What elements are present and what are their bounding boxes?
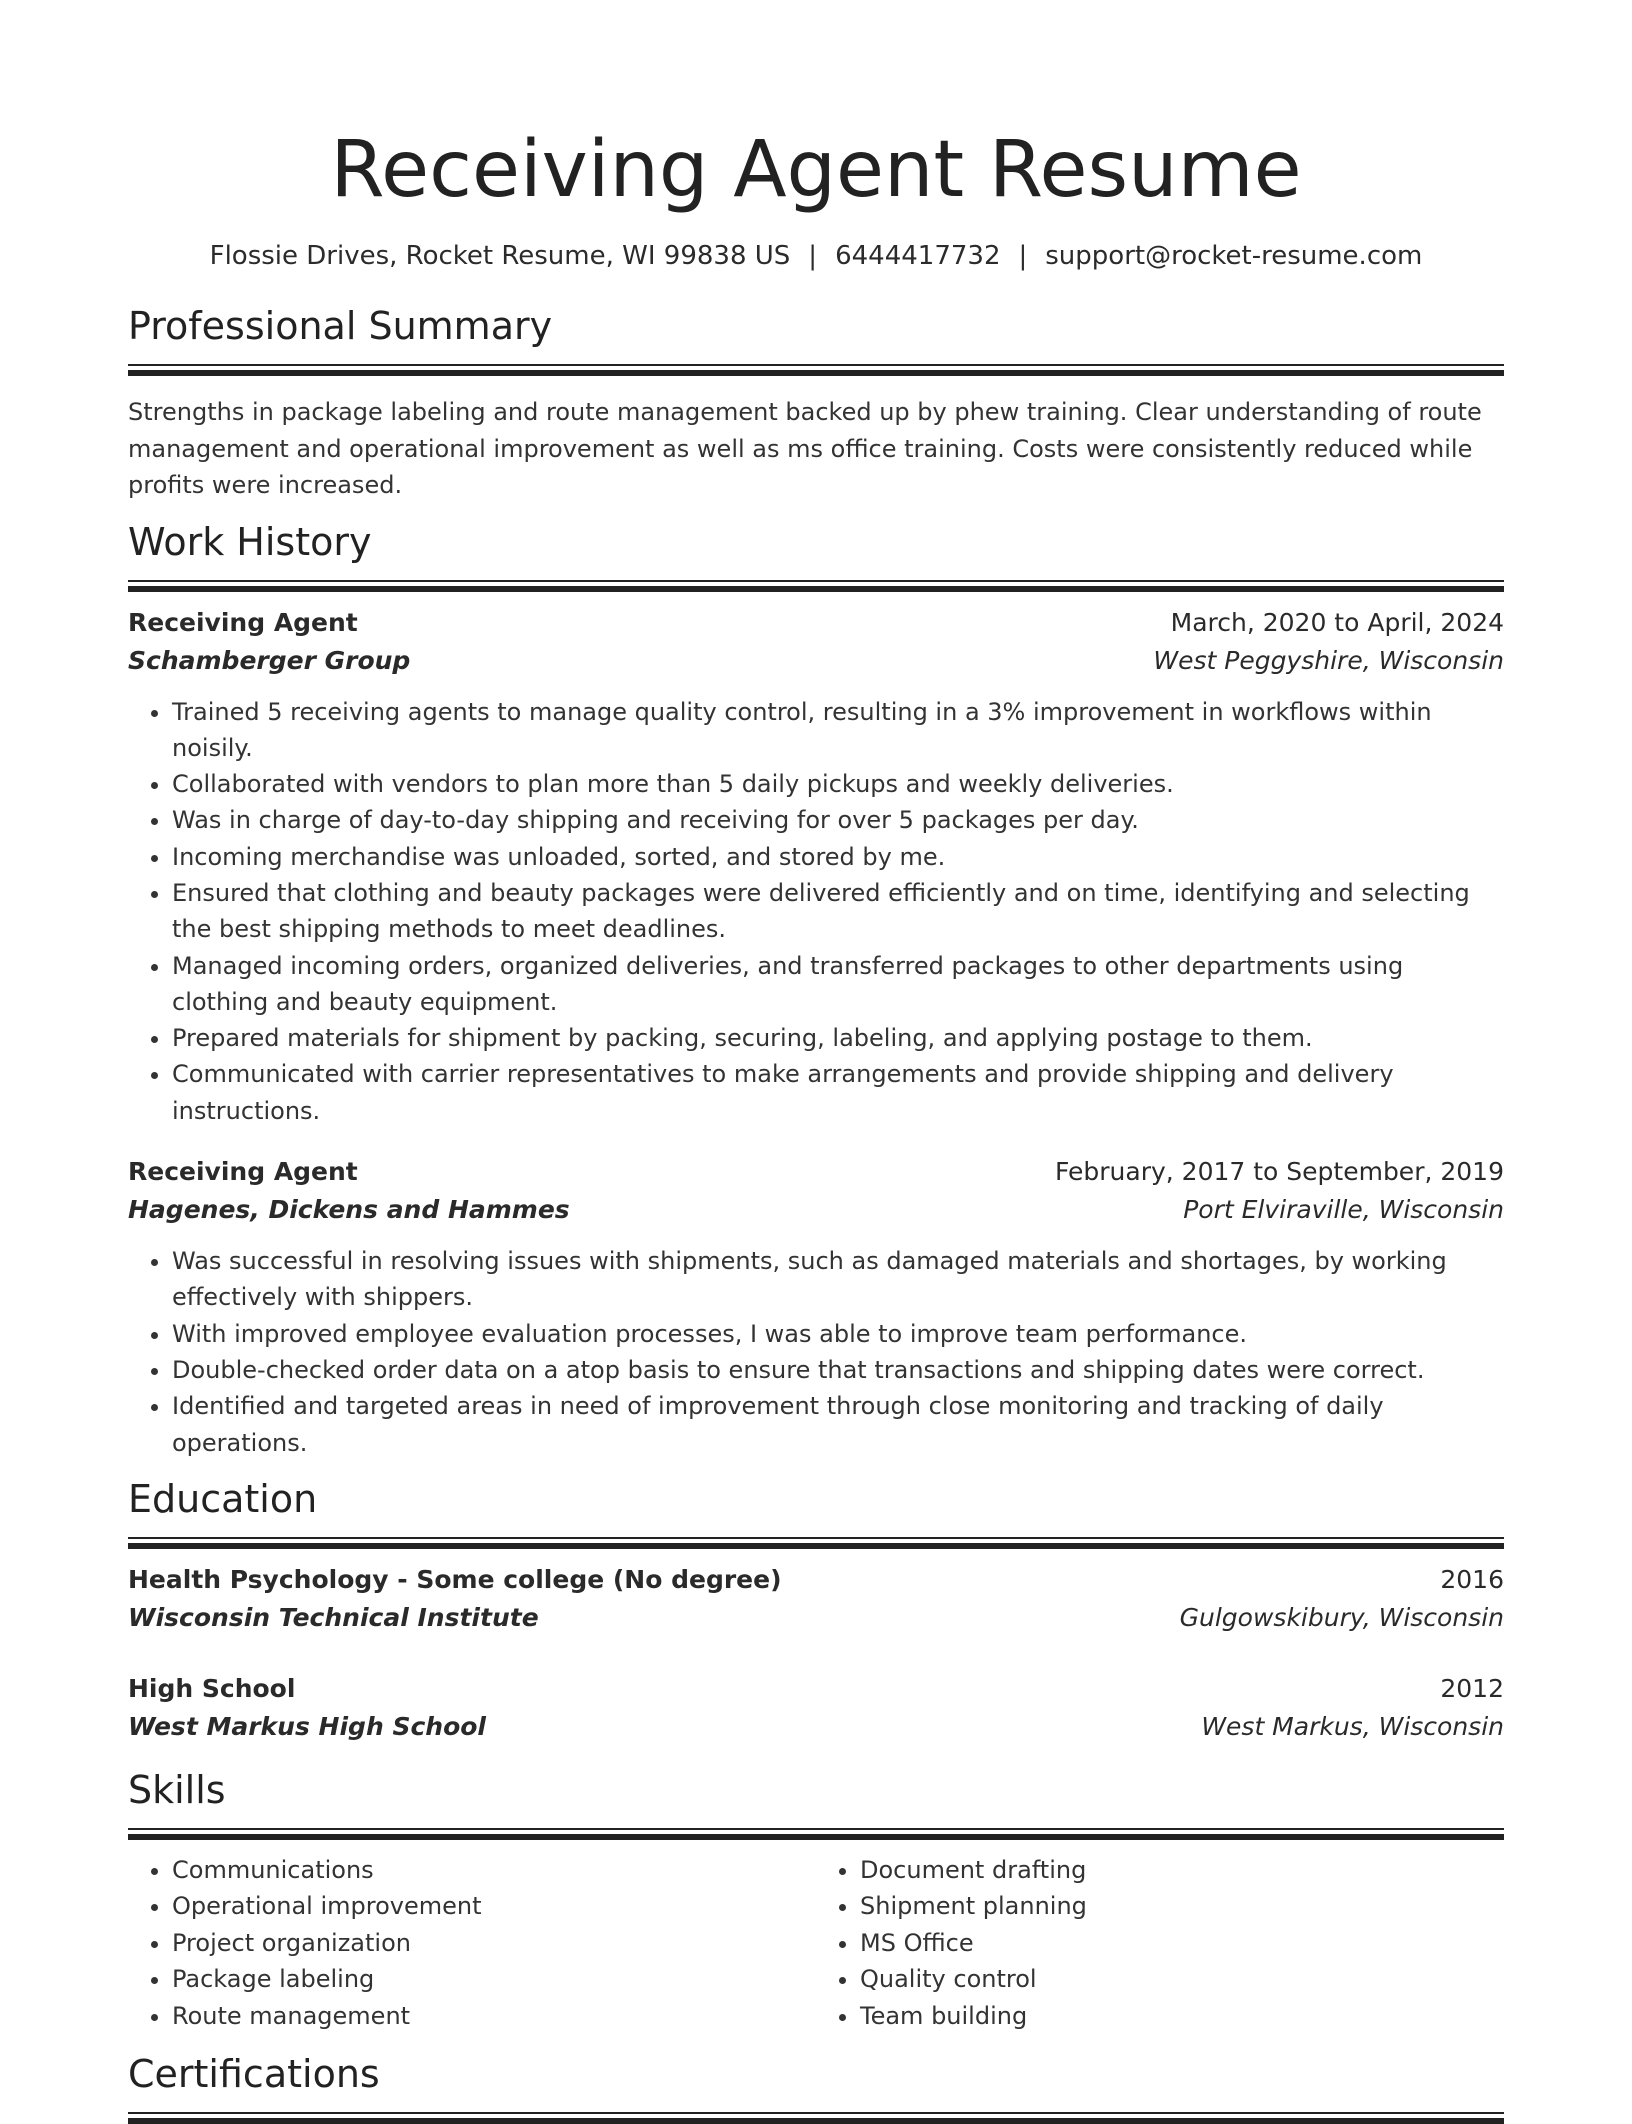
resume-title: Receiving Agent Resume [330,125,1302,215]
skills-list-right [816,1852,1504,2035]
education-school-row [128,1599,1504,1637]
job-bullet: • Double-checked order data on a atop basis to ensure that transactions and shipping dates were correct. [172,1352,1504,1388]
certifications-section [128,2048,1504,2124]
job-company-row [128,1191,1504,1229]
education-location: Gulgowskibury, Wisconsin [1179,1602,1504,1632]
job-bullet: • Ensured that clothing and beauty packages were delivered efficiently and on time, identifying and selecting the best shipping methods to meet deadlines. [172,875,1504,948]
education-degree: Health Psychology - Some college (No degree) [128,1564,782,1594]
section-divider [128,2112,1504,2124]
job-dates: February, 2017 to September, 2019 [1055,1157,1504,1187]
summary-text: Strengths in package labeling and route management backed up by phew training. Clear understanding of route management and operational improvement as well as ms office training. Costs were consistently reduced while profits were increased. [128,398,1482,499]
job-location: Port Elviraville, Wisconsin [1183,1195,1504,1225]
skill-item: • Operational improvement [172,1888,816,1925]
skill-item: • Package labeling [172,1961,816,1998]
section-heading-work-history: Work History [128,519,372,564]
section-heading-certifications: Certifications [128,2052,380,2097]
skill-item: • Project organization [172,1925,816,1962]
education-entry [128,1670,1504,1746]
section-divider [128,364,1504,376]
job-bullet: • Communicated with carrier representatives to make arrangements and provide shipping and delivery instructions. [172,1056,1504,1129]
work-history-section [128,516,1504,1461]
job-dates: March, 2020 to April, 2024 [1170,607,1504,637]
job-bullet: • Prepared materials for shipment by packing, securing, labeling, and applying postage to them. [172,1020,1504,1056]
education-school-row [128,1708,1504,1746]
section-heading-skills: Skills [128,1767,226,1812]
job-header-row [128,604,1504,642]
job-bullet-list [128,1243,1504,1461]
section-heading-education: Education [128,1476,318,1521]
skill-item: • Team building [860,1998,1504,2035]
skill-item: • Quality control [860,1961,1504,1998]
contact-line [128,238,1504,274]
education-header-row [128,1670,1504,1708]
job-entry [128,604,1504,1130]
job-location: West Peggyshire, Wisconsin [1153,645,1504,675]
skills-section [128,1764,1504,2035]
job-header-row [128,1153,1504,1191]
job-bullet: • Was successful in resolving issues with shipments, such as damaged materials and shortages, by working effectively with shippers. [172,1243,1504,1316]
job-title: Receiving Agent [128,1157,358,1187]
contact-separator: | [808,241,818,271]
education-degree: High School [128,1673,296,1703]
job-bullet: • With improved employee evaluation processes, I was able to improve team performance. [172,1316,1504,1352]
job-bullet: • Was in charge of day-to-day shipping and receiving for over 5 packages per day. [172,802,1504,838]
job-bullet: • Trained 5 receiving agents to manage quality control, resulting in a 3% improvement in workflows within noisily. [172,694,1504,767]
job-title: Receiving Agent [128,607,358,637]
education-header-row [128,1561,1504,1599]
skill-item: • Route management [172,1998,816,2035]
skill-item: • Document drafting [860,1852,1504,1889]
contact-email: support@rocket-resume.com [1045,241,1423,271]
education-school: West Markus High School [128,1711,486,1741]
skill-item: • MS Office [860,1925,1504,1962]
education-year: 2012 [1440,1673,1504,1703]
education-year: 2016 [1440,1564,1504,1594]
skill-item: • Communications [172,1852,816,1889]
job-company-row [128,642,1504,680]
section-divider [128,1828,1504,1840]
contact-address: Flossie Drives, Rocket Resume, WI 99838 US [209,241,791,271]
job-bullet: • Incoming merchandise was unloaded, sorted, and stored by me. [172,839,1504,875]
section-divider [128,1537,1504,1549]
education-entry [128,1561,1504,1637]
skill-item: • Shipment planning [860,1888,1504,1925]
job-company: Hagenes, Dickens and Hammes [128,1195,570,1225]
job-bullet: • Managed incoming orders, organized deliveries, and transferred packages to other departments using clothing and beauty equipment. [172,948,1504,1021]
contact-phone: 6444417732 [835,241,1001,271]
education-school: Wisconsin Technical Institute [128,1602,539,1632]
job-company: Schamberger Group [128,645,411,675]
resume-page [128,118,1504,2124]
skills-columns [128,1852,1504,2035]
job-entry [128,1153,1504,1461]
education-location: West Markus, Wisconsin [1201,1711,1504,1741]
section-divider [128,580,1504,592]
job-bullet-list [128,694,1504,1130]
skills-list-left [128,1852,816,2035]
job-bullet: • Collaborated with vendors to plan more than 5 daily pickups and weekly deliveries. [172,766,1504,802]
section-heading-summary: Professional Summary [128,304,553,348]
job-bullet: • Identified and targeted areas in need of improvement through close monitoring and tracking of daily operations. [172,1388,1504,1461]
summary-section [128,300,1504,504]
contact-separator: | [1018,241,1028,271]
education-section [128,1473,1504,1746]
